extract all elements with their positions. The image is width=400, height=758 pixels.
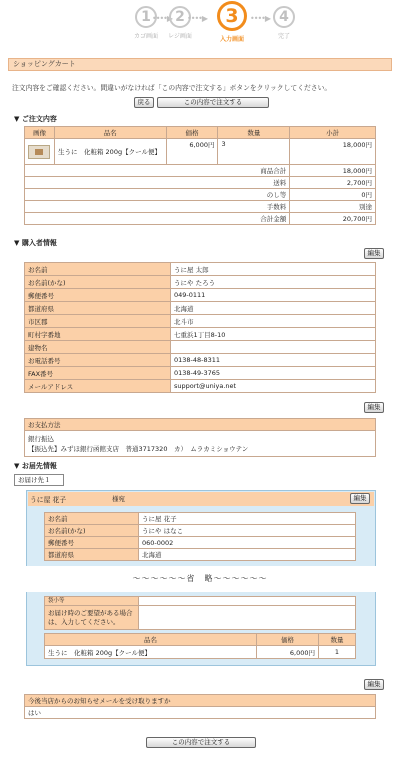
step-3-number: 3: [217, 1, 247, 31]
item-price: 6,000円: [166, 139, 218, 165]
shipping-value: 北海道: [139, 549, 356, 561]
instruction-text: 注文内容をご確認ください。間違いがなければ「この内容で注文する」ボタンをクリックしてください。: [12, 84, 332, 92]
step-arrow-icon: ••••▶: [250, 14, 271, 23]
shipping-item-name: 生うに 化粧箱 200g【クール便】: [45, 646, 257, 659]
destination-honorific: 様宛: [112, 495, 125, 503]
col-name: 品名: [54, 127, 166, 139]
order-table: [24, 126, 376, 225]
order-button-top[interactable]: この内容で注文する: [157, 97, 269, 108]
step-2-number: 2: [169, 6, 191, 28]
buyer-label: 都道府県: [25, 302, 171, 315]
step-arrow-icon: ••••▶: [187, 14, 208, 23]
table-row: [25, 139, 376, 165]
step-4-label: 完了: [277, 33, 290, 40]
payment-label: お支払方法: [25, 419, 376, 431]
table-row: [25, 367, 376, 380]
buyer-table: [24, 262, 376, 393]
product-thumbnail: [28, 145, 50, 159]
newsletter-answer: はい: [25, 707, 376, 719]
summary-row: [25, 177, 376, 189]
buyer-label: 町村字番地: [25, 328, 171, 341]
table-row: [25, 380, 376, 393]
buyer-value: 北斗市: [171, 315, 376, 328]
table-row: [25, 419, 376, 431]
summary-label: 送料: [25, 177, 290, 189]
summary-label: 商品合計: [25, 165, 290, 177]
back-button[interactable]: 戻る: [134, 97, 154, 108]
shipping-label: お名前(かな): [45, 525, 139, 537]
table-row: [45, 525, 356, 537]
table-row: [45, 513, 356, 525]
table-row: [25, 354, 376, 367]
col-name: 品名: [45, 634, 257, 646]
shipping-label: 袋小等: [45, 597, 139, 606]
col-image: 画像: [25, 127, 55, 139]
summary-row: [25, 201, 376, 213]
shipping-items-table: [44, 633, 356, 659]
buyer-label: FAX番号: [25, 367, 171, 380]
destination-header: [28, 492, 374, 506]
step-3-label: 入力画面: [219, 36, 244, 43]
shipping-heading: ▼ お届先情報: [14, 462, 57, 470]
buyer-value: 七重浜1丁目8-10: [171, 328, 376, 341]
buyer-label: 建物名: [25, 341, 171, 354]
table-row: [25, 276, 376, 289]
shipping-item-price: 6,000円: [257, 646, 319, 659]
col-qty: 数量: [319, 634, 356, 646]
table-row: [45, 634, 356, 646]
progress-steps: [0, 6, 400, 50]
shipping-value: うに屋 花子: [139, 513, 356, 525]
buyer-value: 0138-48-8311: [171, 354, 376, 367]
step-2: [158, 6, 202, 40]
step-4: [262, 6, 306, 40]
summary-value: 18,000円: [290, 165, 376, 177]
table-row: [45, 646, 356, 659]
summary-row: [25, 165, 376, 177]
summary-label: 合計金額: [25, 213, 290, 225]
payment-table: [24, 418, 376, 457]
omitted-marker: ～～～～～～省 略～～～～～～: [0, 566, 400, 592]
buyer-value: うにや たろう: [171, 276, 376, 289]
shipping-edit-button[interactable]: 編集: [350, 493, 370, 504]
step-1-number: 1: [135, 6, 157, 28]
shipping-request-value: [139, 606, 356, 630]
buyer-label: お名前: [25, 263, 171, 276]
table-row: [45, 537, 356, 549]
buyer-value: 0138-49-3765: [171, 367, 376, 380]
order-header-row: [25, 127, 376, 139]
step-3: [210, 6, 254, 43]
newsletter-table: [24, 694, 376, 719]
order-heading: ▼ ご注文内容: [14, 115, 57, 123]
summary-value: 0円: [290, 189, 376, 201]
buyer-value: うに屋 太郎: [171, 263, 376, 276]
summary-row: [25, 213, 376, 225]
buyer-edit-button[interactable]: 編集: [364, 248, 384, 259]
buyer-value: 049-0111: [171, 289, 376, 302]
table-row: [25, 328, 376, 341]
shipping-value: うにや はなこ: [139, 525, 356, 537]
shipping-label: 都道府県: [45, 549, 139, 561]
step-1-label: カゴ画面: [133, 33, 158, 40]
summary-value: 2,700円: [290, 177, 376, 189]
buyer-label: お電話番号: [25, 354, 171, 367]
summary-label: のし等: [25, 189, 290, 201]
buyer-label: 郵便番号: [25, 289, 171, 302]
product-image-cell: [25, 139, 55, 165]
shipping-table: [44, 512, 356, 561]
buyer-value: support@uniya.net: [171, 380, 376, 393]
cart-header: ショッピングカート: [8, 58, 392, 71]
step-2-label: レジ画面: [168, 33, 192, 40]
col-qty: 数量: [218, 127, 290, 139]
buyer-label: 市区郡: [25, 315, 171, 328]
table-row: [25, 341, 376, 354]
shipping-value: [139, 597, 356, 606]
order-button-bottom[interactable]: この内容で注文する: [146, 737, 256, 748]
buyer-label: お名前(かな): [25, 276, 171, 289]
shipping-item-qty: 1: [319, 646, 356, 659]
col-price: 価格: [257, 634, 319, 646]
item-name: 生うに 化粧箱 200g【クール便】: [54, 139, 166, 165]
item-subtotal: 18,000円: [290, 139, 376, 165]
table-row: [25, 263, 376, 276]
table-row: [45, 606, 356, 630]
table-row: [25, 302, 376, 315]
col-price: 価格: [166, 127, 218, 139]
buyer-label: メールアドレス: [25, 380, 171, 393]
summary-label: 手数料: [25, 201, 290, 213]
destination-tab[interactable]: お届け先１: [14, 474, 64, 486]
table-row: [45, 597, 356, 606]
col-subtotal: 小計: [290, 127, 376, 139]
summary-row: [25, 189, 376, 201]
payment-method: 銀行振込: [28, 434, 54, 443]
newsletter-question: 今後当店からのお知らせメールを受け取りますか: [25, 695, 376, 707]
buyer-value: [171, 341, 376, 354]
table-row: [25, 695, 376, 707]
shipping-label: お名前: [45, 513, 139, 525]
table-row: [45, 549, 356, 561]
step-4-number: 4: [273, 6, 295, 28]
buyer-heading: ▼ 購入者情報: [14, 239, 57, 247]
payment-edit-button[interactable]: 編集: [364, 402, 384, 413]
table-row: [25, 289, 376, 302]
table-row: [25, 707, 376, 719]
summary-value: 20,700円: [290, 213, 376, 225]
shipping-label: 郵便番号: [45, 537, 139, 549]
shipping-value: 060-0002: [139, 537, 356, 549]
shipping-request-label: お届け時のご要望がある場合は、入力してください。: [45, 606, 139, 630]
item-qty: 3: [218, 139, 290, 165]
shipping-table-continued: [44, 596, 356, 630]
newsletter-edit-button[interactable]: 編集: [364, 679, 384, 690]
table-row: [25, 315, 376, 328]
summary-value: 別途: [290, 201, 376, 213]
table-row: [25, 431, 376, 457]
payment-cell: [25, 431, 376, 457]
payment-bank-info: 【振込先】みずほ銀行函館支店 普通3717320 カ） ムラカミショウテン: [28, 444, 249, 453]
step-arrow-icon: ••••▶: [152, 14, 173, 23]
destination-name: うに屋 花子: [30, 496, 67, 504]
buyer-value: 北海道: [171, 302, 376, 315]
